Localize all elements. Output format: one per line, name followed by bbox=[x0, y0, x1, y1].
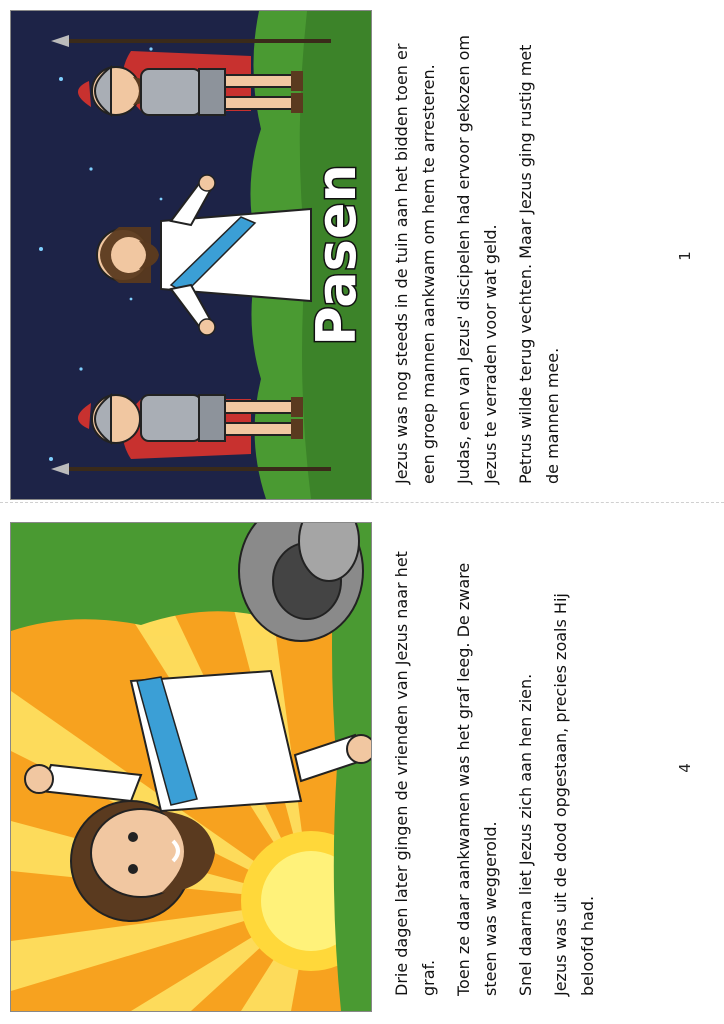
paragraph: Petrus wilde terug vechten. Maar Jezus ging rustig met de mannen mee. bbox=[516, 44, 562, 484]
page-1-text bbox=[388, 24, 574, 484]
paragraph: Snel daarna liet Jezus zich aan hen zien. bbox=[516, 673, 535, 996]
paragraph: Judas, een van Jezus' discipelen had ervoor gekozen om Jezus te verraden voor wat geld. bbox=[454, 34, 500, 484]
arrest-illustration bbox=[10, 10, 372, 500]
page-number: 4 bbox=[676, 763, 694, 773]
arrest-scene-svg bbox=[11, 11, 371, 499]
paragraph: Toen ze daar aankwamen was het graf leeg. De zware steen was weggerold. bbox=[454, 562, 500, 996]
rotated-page-4 bbox=[0, 512, 724, 1024]
booklet-page-4 bbox=[0, 512, 724, 1024]
paragraph: Drie dagen later gingen de vrienden van Jezus naar het graf. bbox=[392, 551, 438, 996]
page-number: 1 bbox=[676, 251, 694, 261]
fold-line bbox=[0, 502, 724, 503]
page-title: Pasen bbox=[305, 164, 368, 346]
resurrection-illustration bbox=[10, 522, 372, 1012]
paragraph: Jezus was uit de dood opgestaan, precies zoals Hij beloofd had. bbox=[551, 593, 597, 996]
paragraph: Jezus was nog steeds in de tuin aan het bidden toen er een groep mannen aankwam om hem te arresteren. bbox=[392, 43, 438, 484]
page-4-text bbox=[388, 536, 609, 996]
resurrection-scene-svg bbox=[11, 523, 371, 1011]
